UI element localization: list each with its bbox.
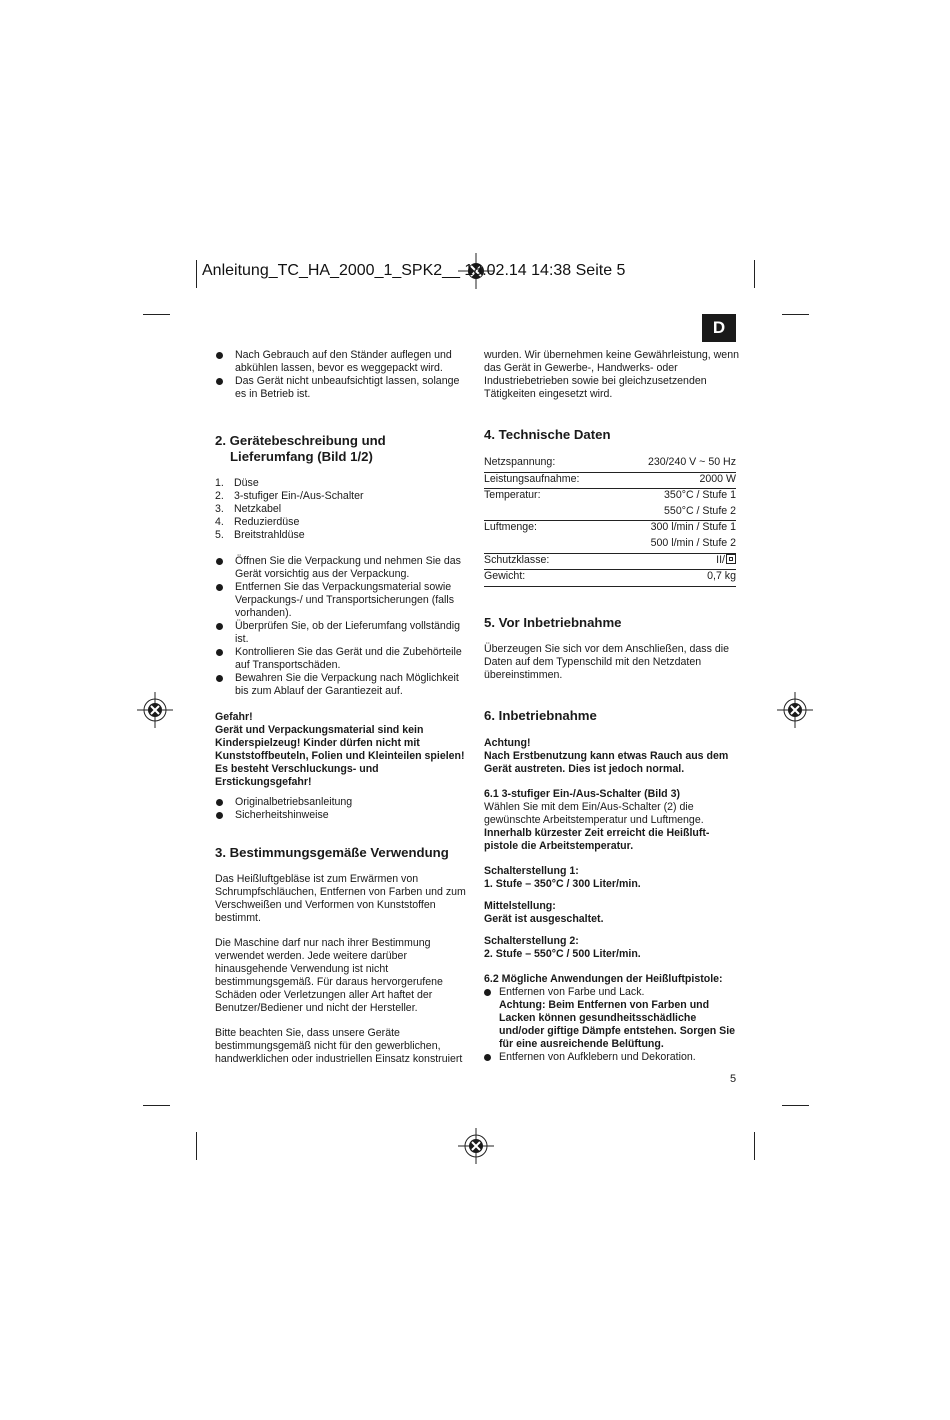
position-1-text: 1. Stufe – 350°C / 300 Liter/min. [484,877,641,890]
list-item: Entfernen Sie das Verpackungsmaterial sowie Verpackungs-/ und Transportsicherungen (falls vorhanden). [215,581,470,620]
crop-mark-side-top-right [782,314,809,315]
left-column [215,349,470,1066]
registration-mark-bottom-icon [458,1128,494,1164]
position-2-title: Schalterstellung 2: [484,934,579,947]
mid-position-title: Mittelstellung: [484,899,556,912]
section-6-1-title: 6.1 3-stufiger Ein-/Aus-Schalter (Bild 3) [484,787,681,800]
list-item: Sicherheitshinweise [215,809,470,822]
section-6-1-text: Wählen Sie mit dem Ein/Aus-Schalter (2) die gewünschte Arbeitstemperatur und Luftmenge. [484,800,704,826]
bullet-icon [216,812,223,819]
bullet-icon [216,352,223,359]
list-item: Entfernen von Aufklebern und Dekoration. [484,1051,739,1064]
list-item: Originalbetriebsanleitung [215,796,470,809]
achtung-title: Achtung! [484,736,531,749]
position-2-text: 2. Stufe – 550°C / 500 Liter/min. [484,947,641,960]
bullet-icon [484,1054,491,1061]
crop-mark-side-bottom-right [782,1105,809,1106]
danger-title: Gefahr! [215,711,253,723]
registration-mark-right-icon [777,692,813,728]
list-item: Überprüfen Sie, ob der Lieferumfang vollständig ist. [215,620,470,646]
registration-mark-left-icon [137,692,173,728]
bullet-icon [216,378,223,385]
bullet-icon [216,799,223,806]
bullet-icon [216,649,223,656]
bullet-icon [484,989,491,996]
section-6-2-title: 6.2 Mögliche Anwendungen der Heißluftpistole: [484,972,723,985]
section-5-text: Überzeugen Sie sich vor dem Anschließen, dass die Daten auf dem Typenschild mit den Netzdaten übereinstimmen. [484,642,729,681]
table-row: 500 l/min / Stufe 2 [484,537,736,553]
list-item: 4. Reduzierdüse [215,516,300,528]
right-column [484,349,739,1064]
print-header: Anleitung_TC_HA_2000_1_SPK2__ 18.02.14 14:38 Seite 5 [202,262,626,279]
list-item: Bewahren Sie die Verpackung nach Möglichkeit bis zum Ablauf der Garantiezeit auf. [215,672,470,698]
bullet-icon [216,584,223,591]
position-1-title: Schalterstellung 1: [484,864,579,877]
list-item: Entfernen von Farbe und Lack. Achtung: Beim Entfernen von Farben und Lacken können gesundheitsschädliche und/oder giftige Dämpfe entstehen. Sorgen Sie für eine ausreichende Belüftung. [484,986,739,1051]
crop-mark-bottom-left [196,1132,197,1160]
crop-mark-bottom-right [754,1132,755,1160]
table-row: Luftmenge: 300 l/min / Stufe 1 [484,521,736,534]
list-item: Das Gerät nicht unbeaufsichtigt lassen, solange es in Betrieb ist. [215,375,470,401]
section-3-paragraph-2: Die Maschine darf nur nach ihrer Bestimmung verwendet werden. Jede weitere darüber hinausgehende Verwendung ist nicht bestimmungsgemäß. Für daraus hervorgerufene Schäden oder Verletzungen aller Art haftet der Benutzer/Bediener und nicht der Hersteller. [215,937,443,1014]
section-5-heading: 5. Vor Inbetriebnahme [484,614,622,630]
docs-list [215,796,470,822]
section-6-heading: 6. Inbetriebnahme [484,707,597,723]
specs-table [484,456,736,587]
crop-mark-side-top-left [143,314,170,315]
list-item: Öffnen Sie die Verpackung und nehmen Sie das Gerät vorsichtig aus der Verpackung. [215,555,470,581]
crop-mark-side-bottom-left [143,1105,170,1106]
danger-text: Gerät und Verpackungsmaterial sind kein Kinderspielzeug! Kinder dürfen nicht mit Kunststoffbeuteln, Folien und Kleinteilen spielen! Es besteht Verschluckungs- und Erstickungsgefahr! [215,724,465,788]
parts-list [215,477,470,542]
crop-mark-top-right [754,260,755,288]
list-item: 1. Düse [215,477,259,489]
table-row: Schutzklasse: II/ [484,553,736,570]
unpack-list [215,555,470,698]
list-item: 5. Breitstrahldüse [215,529,305,541]
page-number: 5 [730,1073,737,1085]
achtung-text: Nach Erstbenutzung kann etwas Rauch aus dem Gerät austreten. Dies ist jedoch normal. [484,749,729,775]
bullet-icon [216,623,223,630]
section-3-heading: 3. Bestimmungsgemäße Verwendung [215,845,449,860]
protection-class-icon [726,554,736,564]
section-4-heading: 4. Technische Daten [484,427,611,442]
crop-mark-top-left [196,260,197,288]
section-3-paragraph-1: Das Heißluftgebläse ist zum Erwärmen von Schrumpfschläuchen, Entfernen von Farben und zum Verschweißen und Verformen von Kunststoffen bestimmt. [215,873,466,924]
section-2-heading: 2. Gerätebeschreibung und Lieferumfang (Bild 1/2) [215,433,386,464]
bullet-icon [216,675,223,682]
language-badge: D [702,314,736,342]
list-item: Kontrollieren Sie das Gerät und die Zubehörteile auf Transportschäden. [215,646,470,672]
mid-position-text: Gerät ist ausgeschaltet. [484,912,604,925]
bullet-icon [216,558,223,565]
continued-paragraph: wurden. Wir übernehmen keine Gewährleistung, wenn das Gerät in Gewerbe-, Handwerks- oder Industriebetrieben sowie bei gleichzusetzenden Tätigkeiten eingesetzt wird. [484,349,739,400]
table-row: Gewicht: 0,7 kg [484,570,736,587]
table-row: Temperatur: 350°C / Stufe 1 [484,489,736,502]
list-item: Nach Gebrauch auf den Ständer auflegen und abkühlen lassen, bevor es weggepackt wird. [215,349,470,375]
list-item: 2. 3-stufiger Ein-/Aus-Schalter [215,490,364,502]
table-row: 550°C / Stufe 2 [484,505,736,521]
section-6-1-bold: Innerhalb kürzester Zeit erreicht die Heißluft-pistole die Arbeitstemperatur. [484,826,710,852]
table-row: Leistungsaufnahme: 2000 W [484,472,736,489]
table-row: Netzspannung: 230/240 V ~ 50 Hz [484,456,736,472]
list-item: 3. Netzkabel [215,503,282,515]
section-3-paragraph-3: Bitte beachten Sie, dass unsere Geräte bestimmungsgemäß nicht für den gewerblichen, handwerklichen oder industriellen Einsatz konstruiert [215,1027,463,1065]
